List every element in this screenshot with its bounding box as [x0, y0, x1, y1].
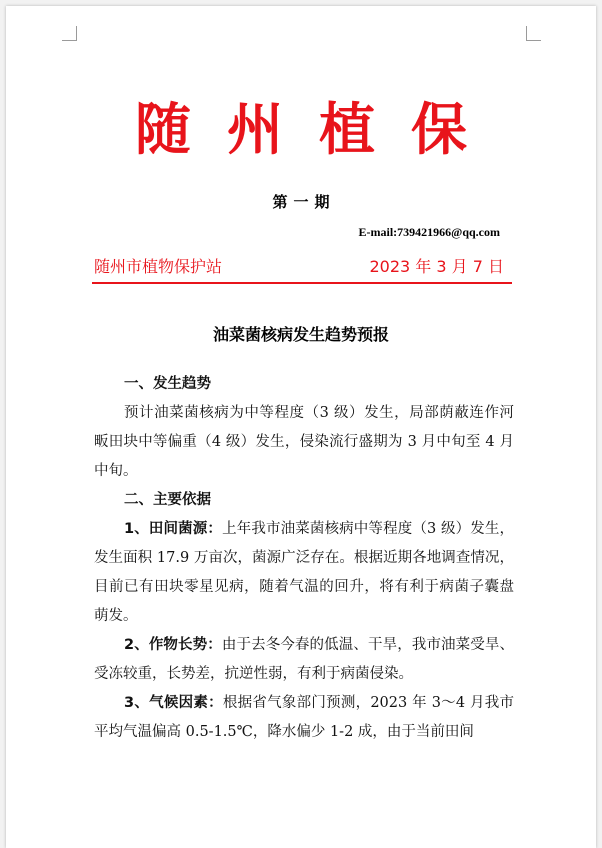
- article-body: [94, 370, 514, 747]
- basis-item-text: 根据省气象部门预测，2023 年 3～4 月我市平均气温偏高 0.5-1.5℃，降水偏少 1-2 成，由于当前田间: [94, 695, 514, 740]
- basis-item-lead: 1、田间菌源：: [124, 521, 223, 537]
- section-heading-basis: 二、主要依据: [124, 492, 211, 508]
- article-title: 油菜菌核病发生趋势预报: [212, 325, 389, 344]
- header-divider: [92, 282, 512, 284]
- masthead-title: 随州植保: [135, 97, 503, 163]
- basis-item-text: 上年我市油菜菌核病中等程度（3 级）发生，发生面积 17.9 万亩次，菌源广泛存在。根据近期各地调查情况，目前已有田块零星见病，随着气温的回升，将有利于病菌子囊盘萌发。: [94, 521, 514, 624]
- organization-name: 随州市植物保护站: [94, 257, 223, 276]
- basis-item-text: 由于去冬今春的低温、干旱，我市油菜受旱、受冻较重，长势差，抗逆性弱，有利于病菌侵染。: [94, 637, 514, 682]
- basis-item: [94, 631, 514, 689]
- crop-mark-top-left: [62, 26, 77, 41]
- issue-number: 第一期: [272, 193, 336, 211]
- issue-date: 2023 年 3 月 7 日: [369, 257, 504, 276]
- crop-mark-top-right: [526, 26, 541, 41]
- email-address: E-mail:739421966@qq.com: [358, 225, 500, 239]
- basis-item-lead: 2、作物长势：: [124, 637, 222, 653]
- basis-item: [94, 515, 514, 631]
- document-page: [6, 6, 596, 848]
- section-heading-trend: 一、发生趋势: [124, 376, 211, 392]
- basis-item-lead: 3、气候因素：: [124, 695, 223, 711]
- basis-item: [94, 689, 514, 747]
- section-text-trend: 预计油菜菌核病为中等程度（3 级）发生，局部荫蔽连作河畈田块中等偏重（4 级）发生，侵染流行盛期为 3 月中旬至 4 月中旬。: [94, 405, 514, 479]
